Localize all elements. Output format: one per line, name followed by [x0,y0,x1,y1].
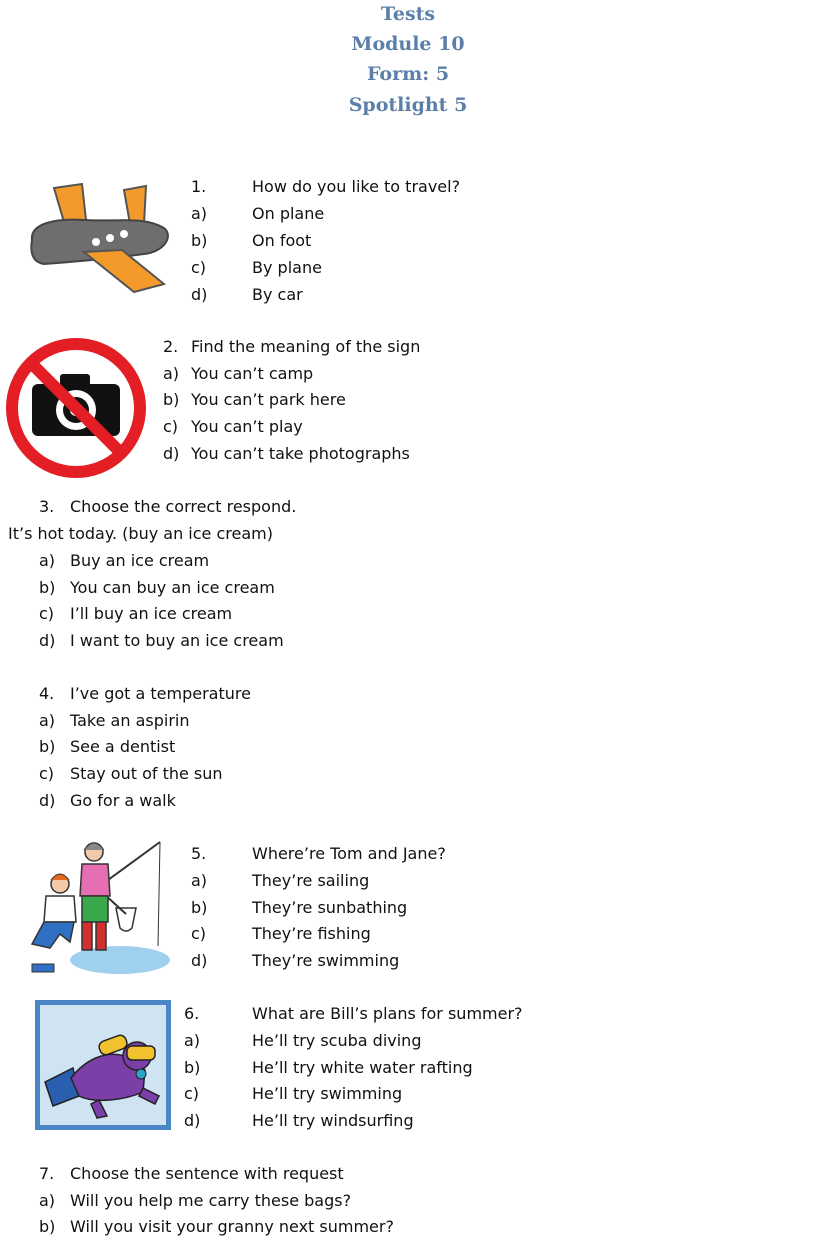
option-letter: c) [39,764,55,783]
option-text: He’ll try white water rafting [252,1058,473,1077]
question-2-text: Find the meaning of the sign [191,337,421,356]
option-text: Will you visit your granny next summer? [70,1217,394,1236]
option-letter: d) [191,951,208,970]
option-letter: a) [191,204,208,223]
module-label: Module 10 [351,33,465,55]
option-text: They’re sunbathing [252,898,408,917]
option-text: I’ll buy an ice cream [70,604,233,623]
option-text: See a dentist [70,737,176,756]
no-photography-sign-icon [4,336,148,480]
option-text: They’re sailing [252,871,370,890]
question-2-number: 2. [163,337,179,356]
option-letter: a) [184,1031,201,1050]
option-text: They’re fishing [252,924,371,943]
option-letter: b) [39,1217,56,1236]
option-letter: a) [39,1191,56,1210]
option-letter: d) [39,791,56,810]
option-letter: d) [163,444,180,463]
option-text: You can’t camp [191,364,314,383]
scuba-diver-icon [35,1000,171,1130]
question-5-number: 5. [191,844,207,863]
option-letter: b) [191,231,208,250]
question-3-prompt: It’s hot today. (buy an ice cream) [8,524,273,543]
option-text: Go for a walk [70,791,176,810]
option-letter: b) [184,1058,201,1077]
form-label: Form: 5 [366,63,450,85]
option-letter: d) [184,1111,201,1130]
option-text: On plane [252,204,325,223]
fishing-people-icon [24,838,170,978]
option-letter: c) [39,604,55,623]
option-text: By car [252,285,303,304]
question-7-text: Choose the sentence with request [70,1164,344,1183]
option-text: He’ll try scuba diving [252,1031,422,1050]
option-text: You can’t park here [191,390,346,409]
option-text: Buy an ice cream [70,551,210,570]
question-6-number: 6. [184,1004,200,1023]
option-text: Take an aspirin [70,711,190,730]
option-letter: a) [163,364,180,383]
option-text: On foot [252,231,312,250]
question-4-number: 4. [39,684,55,703]
option-text: They’re swimming [252,951,400,970]
option-text: Stay out of the sun [70,764,223,783]
question-6-text: What are Bill’s plans for summer? [252,1004,523,1023]
option-text: Will you help me carry these bags? [70,1191,352,1210]
question-7-number: 7. [39,1164,55,1183]
question-5-text: Where’re Tom and Jane? [252,844,446,863]
question-3-text: Choose the correct respond. [70,497,297,516]
option-letter: a) [191,871,208,890]
option-letter: a) [39,551,56,570]
option-letter: a) [39,711,56,730]
option-letter: c) [191,258,207,277]
page-title: Tests [380,3,436,25]
option-letter: d) [191,285,208,304]
option-letter: b) [191,898,208,917]
option-letter: b) [39,737,56,756]
option-text: He’ll try swimming [252,1084,403,1103]
option-text: By plane [252,258,322,277]
question-3-number: 3. [39,497,55,516]
option-letter: c) [184,1084,200,1103]
question-1-text: How do you like to travel? [252,177,461,196]
option-letter: b) [163,390,180,409]
option-text: He’ll try windsurfing [252,1111,414,1130]
option-letter: d) [39,631,56,650]
option-text: You can’t take photographs [191,444,410,463]
option-letter: b) [39,578,56,597]
option-letter: c) [163,417,179,436]
question-4-text: I’ve got a temperature [70,684,251,703]
option-text: You can buy an ice cream [70,578,275,597]
airplane-icon [24,180,174,300]
option-letter: c) [191,924,207,943]
option-text: You can’t play [191,417,303,436]
option-text: I want to buy an ice cream [70,631,284,650]
question-1-number: 1. [191,177,207,196]
book-label: Spotlight 5 [348,94,468,116]
